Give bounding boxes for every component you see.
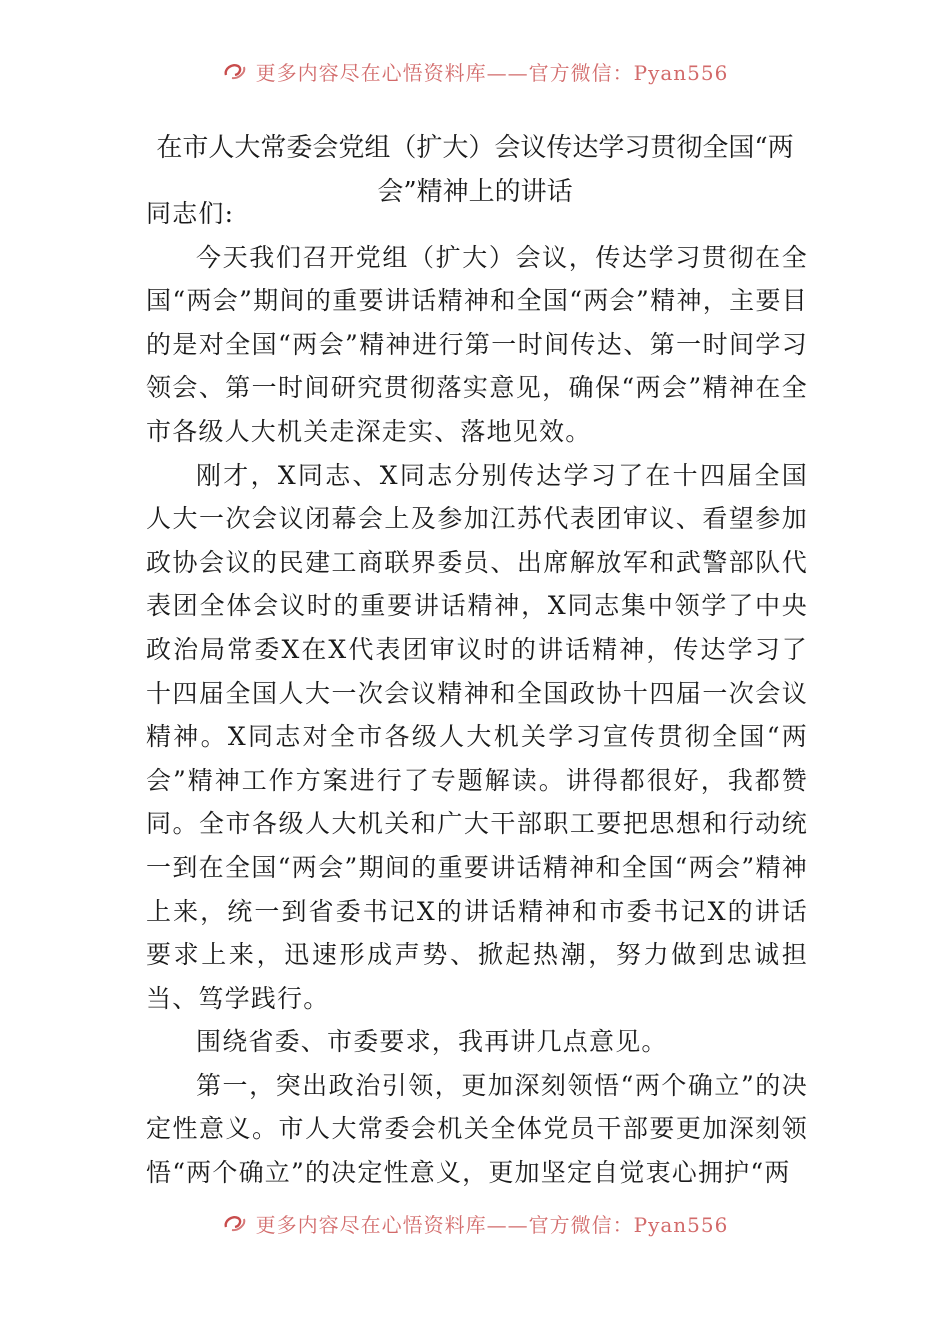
watermark-footer: [0, 1208, 950, 1238]
paragraph-2: 刚才，X同志、X同志分别传达学习了在十四届全国人大一次会议闭幕会上及参加江苏代表团审议、看望参加政协会议的民建工商联界委员、出席解放军和武警部队代表团全体会议时的重要讲话精神，X同志集中领学了中央政治局常委X在X代表团审议时的讲话精神，传达学习了十四届全国人大一次会议精神和全国政协十四届一次会议精神。X同志对全市各级人大机关学习宣传贯彻全国“两会”精神工作方案进行了专题解读。讲得都很好，我都赞同。全市各级人大机关和广大干部职工要把思想和行动统一到在全国“两会”期间的重要讲话精神和全国“两会”精神上来，统一到省委书记X的讲话精神和市委书记X的讲话要求上来，迅速形成声势、掀起热潮，努力做到忠诚担当、笃学践行。: [146, 460, 808, 1013]
watermark-logo-icon: [222, 1213, 248, 1233]
paragraph-1: 今天我们召开党组（扩大）会议，传达学习贯彻在全国“两会”期间的重要讲话精神和全国“两会”精神，主要目的是对全国“两会”精神进行第一时间传达、第一时间学习领会、第一时间研究贯彻落实意见，确保“两会”精神在全市各级人大机关走深走实、落地见效。: [146, 242, 808, 446]
paragraph-3: 围绕省委、市委要求，我再讲几点意见。: [196, 1027, 668, 1057]
watermark-text: 更多内容尽在心悟资料库——官方微信：Pyan556: [255, 60, 729, 85]
paragraph-4: 第一，突出政治引领，更加深刻领悟“两个确立”的决定性意义。市人大常委会机关全体党员干部要更加深刻领悟“两个确立”的决定性意义，更加坚定自觉衷心拥护“两: [146, 1070, 808, 1188]
watermark-text: 更多内容尽在心悟资料库——官方微信：Pyan556: [255, 1212, 729, 1237]
watermark-header: [0, 56, 950, 86]
watermark-logo-icon: [222, 61, 248, 81]
salutation: 同志们:: [146, 199, 235, 228]
title-line-1: 在市人大常委会党组（扩大）会议传达学习贯彻全国“两: [156, 133, 794, 163]
title-line-2: 会”精神上的讲话: [377, 177, 573, 207]
document-body: [146, 192, 808, 1195]
